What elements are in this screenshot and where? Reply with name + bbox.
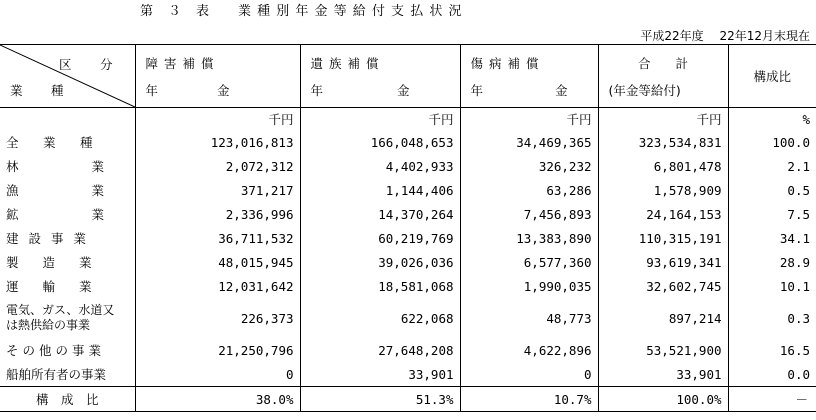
unit-cell: % — [728, 108, 816, 131]
row-label — [0, 178, 135, 202]
cell-ratio: 2.1 — [728, 154, 816, 178]
table-row — [0, 202, 816, 226]
header-total-sub: (年金等給付) — [608, 83, 681, 98]
unit-row — [0, 108, 816, 131]
header-injury-disease-label: 傷病補償 — [470, 56, 545, 71]
row-label-text: 構 成 比 — [35, 392, 99, 407]
cell-injury-disease: 7,456,893 — [460, 202, 598, 226]
header-survivors-sub-a: 年 — [310, 83, 324, 98]
row-label — [0, 387, 135, 412]
cell-disability: 21,250,796 — [135, 338, 300, 362]
corner-header-cell — [0, 45, 135, 108]
cell-disability: 36,711,532 — [135, 226, 300, 250]
header-total — [598, 45, 728, 108]
cell-survivors: 1,144,406 — [300, 178, 460, 202]
cell-total: 33,901 — [598, 362, 728, 387]
table-row — [0, 338, 816, 362]
row-label — [0, 202, 135, 226]
cell-survivors: 18,581,068 — [300, 274, 460, 298]
cell-total: 1,578,909 — [598, 178, 728, 202]
ratio-injury-disease: 10.7% — [460, 387, 598, 412]
header-disability — [135, 45, 300, 108]
row-label — [0, 250, 135, 274]
cell-injury-disease: 1,990,035 — [460, 274, 598, 298]
cell-disability: 226,373 — [135, 298, 300, 338]
ratio-total: 100.0% — [598, 387, 728, 412]
table-row — [0, 178, 816, 202]
header-composition-ratio — [728, 45, 816, 108]
row-label — [0, 274, 135, 298]
cell-ratio: 0.0 — [728, 362, 816, 387]
cell-ratio: 7.5 — [728, 202, 816, 226]
cell-injury-disease: 4,622,896 — [460, 338, 598, 362]
cell-total: 24,164,153 — [598, 202, 728, 226]
header-disability-sub-b: 金 — [216, 83, 230, 98]
table-row — [0, 362, 816, 387]
cell-disability: 123,016,813 — [135, 130, 300, 154]
row-label-text: 運 輸 業 — [6, 279, 102, 294]
table-row — [0, 154, 816, 178]
cell-survivors: 4,402,933 — [300, 154, 460, 178]
header-total-label: 合 計 — [637, 56, 688, 71]
ratio-ratio: － — [728, 387, 816, 412]
pension-payments-table — [0, 44, 816, 412]
corner-top-label: 区 分 — [58, 57, 121, 72]
row-label-text: 漁 業 — [6, 183, 121, 198]
cell-ratio: 0.3 — [728, 298, 816, 338]
header-survivors-sub — [311, 81, 450, 99]
row-label-text: 製 造 業 — [6, 255, 102, 270]
table-title: 第 ３ 表 業 種 別 年 金 等 給 付 支 払 状 況 — [140, 4, 463, 19]
header-injury-disease — [460, 45, 598, 108]
row-label — [0, 130, 135, 154]
row-label-text: その他の事業 — [6, 343, 106, 358]
cell-injury-disease: 326,232 — [460, 154, 598, 178]
table-row — [0, 226, 816, 250]
row-label — [0, 226, 135, 250]
table-row — [0, 274, 816, 298]
cell-total: 93,619,341 — [598, 250, 728, 274]
cell-injury-disease: 0 — [460, 362, 598, 387]
header-composition-ratio-label: 構成比 — [753, 69, 791, 84]
header-injury-disease-sub-a: 年 — [470, 83, 484, 98]
row-label-text: 全 業 種 — [6, 135, 99, 150]
unit-cell: 千円 — [460, 108, 598, 131]
cell-total: 897,214 — [598, 298, 728, 338]
cell-total: 110,315,191 — [598, 226, 728, 250]
row-label — [0, 298, 135, 338]
row-label — [0, 154, 135, 178]
row-label-text: 林 業 — [6, 159, 121, 174]
ratio-survivors: 51.3% — [300, 387, 460, 412]
cell-survivors: 14,370,264 — [300, 202, 460, 226]
cell-survivors: 166,048,653 — [300, 130, 460, 154]
row-label — [0, 338, 135, 362]
cell-disability: 12,031,642 — [135, 274, 300, 298]
cell-disability: 2,072,312 — [135, 154, 300, 178]
cell-total: 6,801,478 — [598, 154, 728, 178]
unit-blank — [0, 108, 135, 131]
cell-ratio: 10.1 — [728, 274, 816, 298]
row-label-text: 船舶所有者の事業 — [6, 367, 107, 382]
row-label-text: 電気、ガス、水道又は熱供給の事業 — [6, 303, 115, 332]
cell-ratio: 28.9 — [728, 250, 816, 274]
cell-ratio: 16.5 — [728, 338, 816, 362]
header-disability-label: 障害補償 — [145, 56, 220, 71]
as-of-date: 平成22年度 22年12月末現在 — [640, 29, 810, 43]
unit-cell: 千円 — [300, 108, 460, 131]
row-label — [0, 362, 135, 387]
table-row — [0, 298, 816, 338]
cell-disability: 371,217 — [135, 178, 300, 202]
cell-injury-disease: 48,773 — [460, 298, 598, 338]
cell-disability: 48,015,945 — [135, 250, 300, 274]
header-injury-disease-sub — [471, 81, 588, 99]
header-disability-sub-a: 年 — [145, 83, 159, 98]
cell-total: 32,602,745 — [598, 274, 728, 298]
header-row — [0, 45, 816, 108]
unit-cell: 千円 — [598, 108, 728, 131]
table-row — [0, 250, 816, 274]
ratio-disability: 38.0% — [135, 387, 300, 412]
cell-survivors: 39,026,036 — [300, 250, 460, 274]
cell-survivors: 60,219,769 — [300, 226, 460, 250]
cell-disability: 0 — [135, 362, 300, 387]
table-row — [0, 130, 816, 154]
cell-ratio: 0.5 — [728, 178, 816, 202]
cell-injury-disease: 13,383,890 — [460, 226, 598, 250]
row-label-text: 建 設 事 業 — [6, 231, 89, 246]
cell-survivors: 33,901 — [300, 362, 460, 387]
unit-cell: 千円 — [135, 108, 300, 131]
cell-disability: 2,336,996 — [135, 202, 300, 226]
cell-survivors: 622,068 — [300, 298, 460, 338]
composition-ratio-row — [0, 387, 816, 412]
cell-injury-disease: 34,469,365 — [460, 130, 598, 154]
cell-ratio: 34.1 — [728, 226, 816, 250]
header-survivors — [300, 45, 460, 108]
cell-total: 323,534,831 — [598, 130, 728, 154]
cell-ratio: 100.0 — [728, 130, 816, 154]
header-survivors-sub-b: 金 — [396, 83, 410, 98]
cell-injury-disease: 6,577,360 — [460, 250, 598, 274]
row-label-text: 鉱 業 — [6, 207, 121, 222]
corner-bottom-label: 業 種 — [10, 83, 72, 98]
header-injury-disease-sub-b: 金 — [554, 83, 568, 98]
header-survivors-label: 遺族補償 — [310, 56, 385, 71]
header-disability-sub — [146, 81, 290, 99]
cell-injury-disease: 63,286 — [460, 178, 598, 202]
cell-total: 53,521,900 — [598, 338, 728, 362]
cell-survivors: 27,648,208 — [300, 338, 460, 362]
